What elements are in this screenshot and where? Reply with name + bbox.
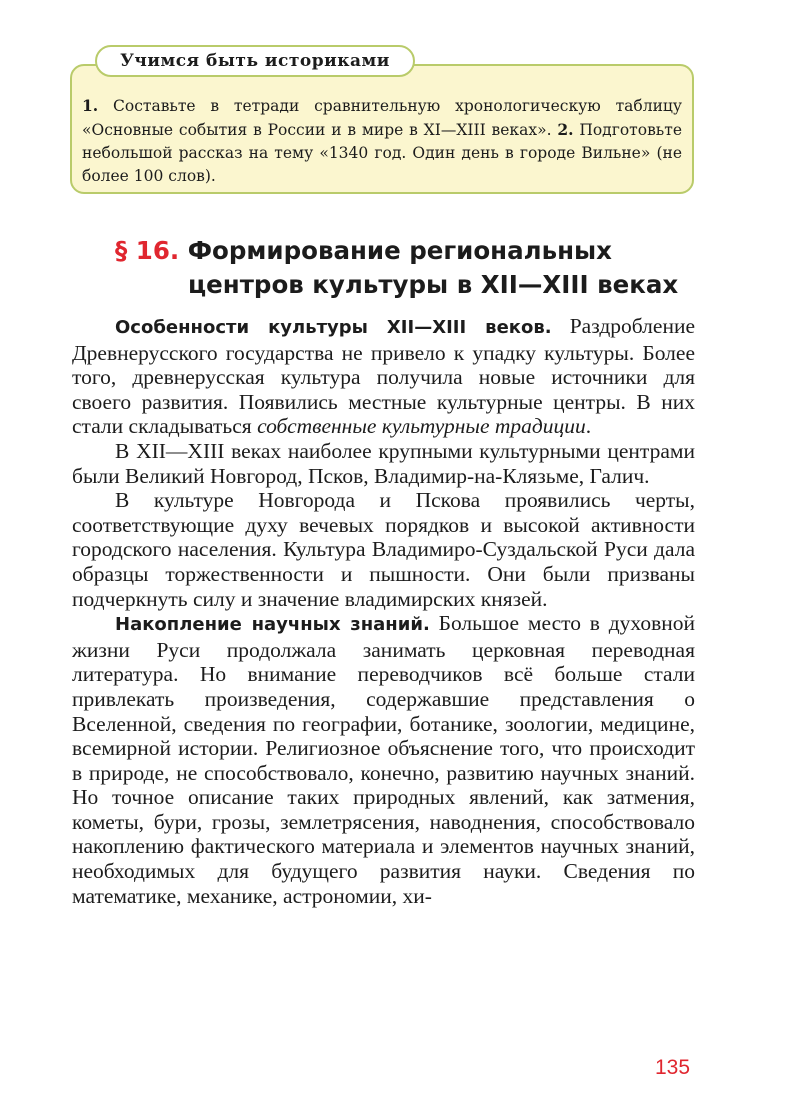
heading-line-2: центров культуры в XII—XIII веках bbox=[188, 270, 679, 299]
section-number: § 16. bbox=[115, 236, 180, 265]
section-heading bbox=[115, 234, 715, 302]
subheading-scientific-knowledge: Накопление научных знаний. bbox=[115, 614, 430, 636]
paragraph-text: В XII—XIII веках наиболее крупными культурными центрами были Великий Новгород, Псков, Владимир-на-Клязьме, Галич. bbox=[72, 438, 695, 488]
task-box-title: Учимся быть историками bbox=[95, 45, 415, 77]
paragraph bbox=[72, 611, 695, 908]
paragraph bbox=[72, 439, 695, 488]
subheading-culture-features: Особенности культуры XII—XIII веков. bbox=[115, 317, 552, 338]
paragraph-text: В культуре Новгорода и Пскова проявились черты, соответствующие духу вечевых порядков и высокой активности городского населения. Культура Владимиро-Суздальской Руси дала образцы торжественности и пышности. Они были призваны подчеркнуть силу и значение владимирских князей. bbox=[72, 488, 695, 611]
paragraph-text: Большое место в духовной жизни Руси продолжала занимать церковная переводная литература. Но внимание переводчиков всё больше стали привлекать произведения, содержавшие представления о Вселенной, сведения по географии, ботанике, зоологии, медицине, всемирной истории. Религиозное объяснение того, что происходит в природе, не способствовало, конечно, развитию научных знаний. Но точное описание таких природных явлений, как затмения, кометы, бури, грозы, землетрясения, наводнения, способствовало накоплению фактического материала и элементов научных знаний, необходимых для будущего развития науки. Сведения по математике, механике, астрономии, хи- bbox=[72, 611, 696, 908]
task-1-text: Составьте в тетради сравнительную хронологическую таблицу «Основные события в России и в мире в XI—XIII веках». bbox=[82, 97, 682, 139]
paragraph bbox=[72, 314, 695, 439]
task-2-text: Подготовьте небольшой рассказ на тему «1340 год. Один день в городе Вильне» (не более 100 слов). bbox=[82, 121, 682, 185]
task-2-number: 2. bbox=[557, 120, 574, 139]
paragraph bbox=[72, 488, 695, 611]
paragraph-text: Раздробление Древнерусского государства не привело к упадку культуры. Более того, древнерусская культура получила новые источники для своего развития. Появились местные культурные центры. В них стали складываться bbox=[72, 314, 695, 439]
heading-line-1: Формирование региональных bbox=[187, 236, 612, 265]
body-text bbox=[72, 314, 695, 908]
italic-term: собственные культурные традиции bbox=[257, 414, 586, 439]
task-box-text bbox=[82, 94, 682, 188]
paragraph-end: . bbox=[585, 414, 592, 439]
task-1-number: 1. bbox=[82, 96, 99, 115]
page-number: 135 bbox=[655, 1056, 691, 1079]
